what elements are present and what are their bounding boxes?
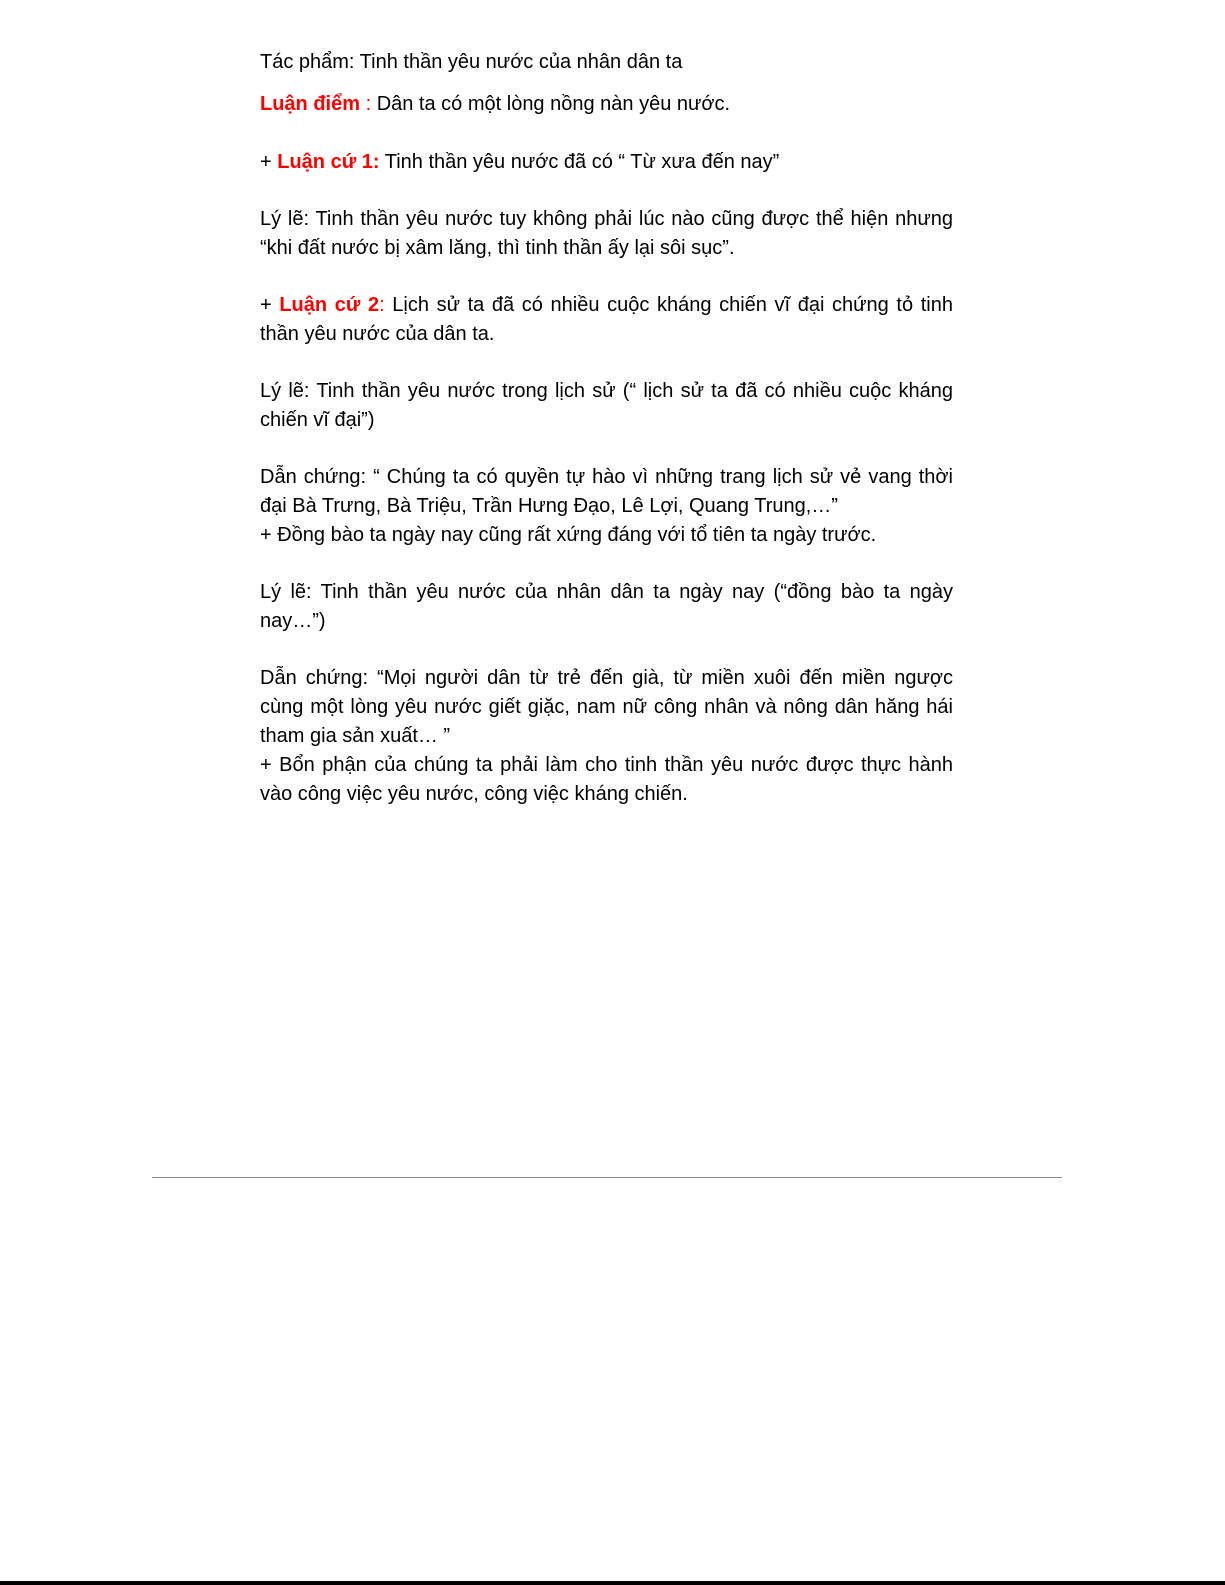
reason-3-paragraph bbox=[260, 578, 953, 636]
argument-2-colon: : bbox=[379, 294, 385, 316]
reason-2-paragraph bbox=[260, 377, 953, 435]
argument-1-text: Tinh thần yêu nước đã có “ Từ xưa đến nay” bbox=[379, 151, 780, 173]
argument-1-prefix: + bbox=[260, 151, 278, 173]
reason-1-text: Lý lẽ: Tinh thần yêu nước tuy không phải lúc nào cũng được thể hiện nhưng “khi đất nước bị xâm lăng, thì tinh thần ấy lại sôi sục”. bbox=[260, 208, 953, 259]
argument-3-paragraph bbox=[260, 521, 953, 550]
thesis-label: Luận điểm bbox=[260, 93, 361, 115]
argument-2-label: Luận cứ 2 bbox=[279, 294, 380, 316]
argument-4-paragraph bbox=[260, 751, 953, 809]
thesis-separator: : bbox=[360, 93, 377, 115]
argument-1-label: Luận cứ 1: bbox=[277, 151, 380, 173]
argument-4-text: + Bổn phận của chúng ta phải làm cho tinh thần yêu nước được thực hành vào công việc yêu nước, công việc kháng chiến. bbox=[260, 754, 953, 805]
reason-1-paragraph bbox=[260, 205, 953, 263]
argument-2-prefix: + bbox=[260, 294, 280, 316]
page-bottom-border bbox=[0, 1581, 1225, 1585]
reason-3-text: Lý lẽ: Tinh thần yêu nước của nhân dân ta ngày nay (“đồng bào ta ngày nay…”) bbox=[260, 581, 953, 632]
reason-2-text: Lý lẽ: Tinh thần yêu nước trong lịch sử (“ lịch sử ta đã có nhiều cuộc kháng chiến vĩ đại”) bbox=[260, 380, 953, 431]
work-title-text: Tác phẩm: Tinh thần yêu nước của nhân dân ta bbox=[260, 51, 683, 73]
argument-2-text: Lịch sử ta đã có nhiều cuộc kháng chiến vĩ đại chứng tỏ tinh thần yêu nước của dân ta. bbox=[260, 294, 953, 345]
page-separator-line bbox=[152, 1177, 1062, 1178]
argument-3-text: + Đồng bào ta ngày nay cũng rất xứng đáng với tổ tiên ta ngày trước. bbox=[260, 524, 877, 546]
thesis-paragraph bbox=[260, 90, 953, 119]
argument-2-paragraph bbox=[260, 291, 953, 349]
evidence-2-text: Dẫn chứng: “ Chúng ta có quyền tự hào vì những trang lịch sử vẻ vang thời đại Bà Trưng, Bà Triệu, Trần Hưng Đạo, Lê Lợi, Quang Trung,…” bbox=[260, 466, 953, 517]
evidence-3-paragraph bbox=[260, 664, 953, 751]
work-title bbox=[260, 48, 953, 77]
evidence-3-text: Dẫn chứng: “Mọi người dân từ trẻ đến già, từ miền xuôi đến miền ngược cùng một lòng yêu nước giết giặc, nam nữ công nhân và nông dân hăng hái tham gia sản xuất… ” bbox=[260, 667, 953, 747]
thesis-text: Dân ta có một lòng nồng nàn yêu nước. bbox=[376, 93, 731, 115]
argument-1-paragraph bbox=[260, 148, 953, 177]
evidence-2-paragraph bbox=[260, 463, 953, 521]
